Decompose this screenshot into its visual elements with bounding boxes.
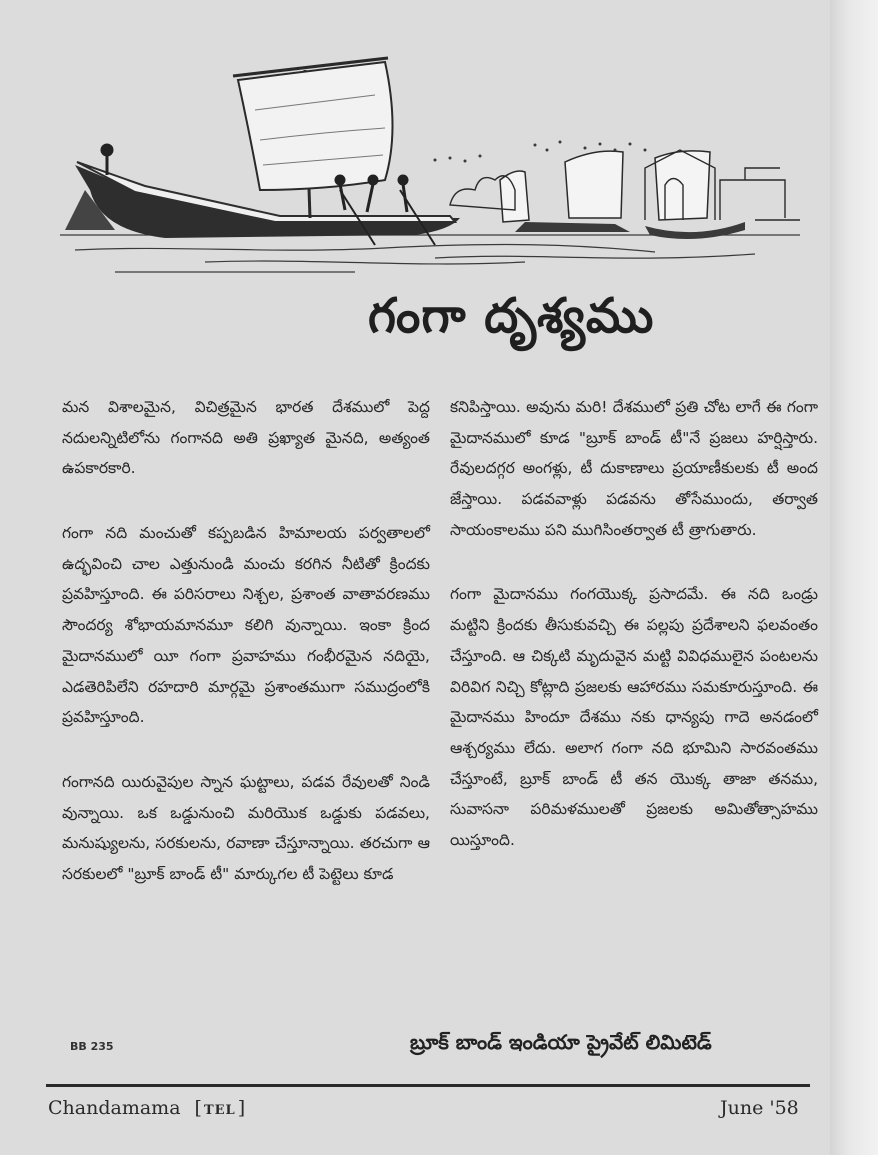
- paragraph: కనిపిస్తాయి. అవును మరి! దేశములో ప్రతి చోట లాగే ఈ గంగా మైదానములో కూడ "బ్రూక్ బాండ్ టీ"నే ప్రజలు హర్షిస్తారు. రేవులదగ్గర అంగళ్లు, టీ దుకాణాలు ప్రయాణీకులకు టీ అంద జేస్తాయి. పడవవాళ్లు పడవను తోసేముందు, తర్వాత సాయంకాలము పని ముగిసింతర్వాత టీ త్రాగుతారు.: [450, 398, 818, 539]
- ganga-boats-illustration: [55, 40, 815, 280]
- paragraph: గంగా మైదానము గంగయొక్క ప్రసాదమే. ఈ నది ఒండ్రు మట్టిని క్రిందకు తీసుకువచ్చి ఈ పల్లపు ప్రదేశాలని ఫలవంతం చేస్తూంది. ఆ చిక్కటి మృదువైన మట్టి వివిధములైన పంటలను విరివిగ నిచ్చి కోట్లాది ప్రజలకు ఆహారము సమకూరుస్తూంది. ఈ మైదానము హిందూ దేశము నకు ధాన్యపు గాదె అనడంలో ఆశ్చర్యము లేదు. అలాగ గంగా నది భూమిని సారవంతము చేస్తూంటే, బ్రూక్ బాండ్ టీ తన యొక్క తాజా తనము, సువాసనా పరిమళములతో ప్రజలకు అమితోత్సాహము యిస్తూంది.: [450, 585, 818, 849]
- paragraph: మన విశాలమైన, విచిత్రమైన భారత దేశములో పెద్ద నదులన్నిటిలోను గంగానది అతి ప్రఖ్యాత మైనది, అత్యంత ఉపకారకారి.: [62, 398, 430, 478]
- magazine-name: Chandamama: [48, 1097, 181, 1119]
- footer-rule: [46, 1084, 810, 1087]
- language-tag: TEL: [203, 1103, 236, 1118]
- paragraph: గంగానది యిరువైపుల స్నాన ఘట్టాలు, పడవ రేవులతో నిండి వున్నాయి. ఒక ఒడ్డునుంచి మరియొక ఒడ్డుకు పడవలు, మనుష్యులను, సరకులను, రవాణా చేస్తూన్నాయి. తరచుగా ఆ సరకులలో "బ్రూక్ బాండ్ టీ" మార్కుగల టీ పెట్టెలు కూడ: [62, 772, 430, 883]
- footer-magazine: Chandamama [ TEL ]: [48, 1097, 246, 1119]
- ad-code: BB 235: [70, 1040, 114, 1053]
- right-column: [450, 392, 818, 890]
- footer-date: June '58: [720, 1097, 799, 1119]
- page-title: గంగా దృశ్యము: [368, 288, 655, 344]
- left-column: [62, 392, 430, 924]
- paragraph: గంగా నది మంచుతో కప్పబడిన హిమాలయ పర్వతాలలో ఉద్భవించి చాల ఎత్తునుండి మంచు కరగిన నీటితో క్రిందకు ప్రవహిస్తూంది. ఈ పరిసరాలు నిశ్చల, ప్రశాంత వాతావరణము సౌందర్య శోభాయమానమూ కలిగి వున్నాయి. ఇంకా క్రింద మైదానములో యీ గంగా ప్రవాహము గంభీరమైన నదియై, ఎడతెరిపిలేని రహదారి మార్గమై ప్రశాంతముగా సముద్రంలోకి ప్రవహిస్తూంది.: [62, 524, 430, 727]
- page-edge: [830, 0, 878, 1155]
- company-name: బ్రూక్ బాండ్ ఇండియా ప్రైవేట్ లిమిటెడ్: [410, 1030, 712, 1054]
